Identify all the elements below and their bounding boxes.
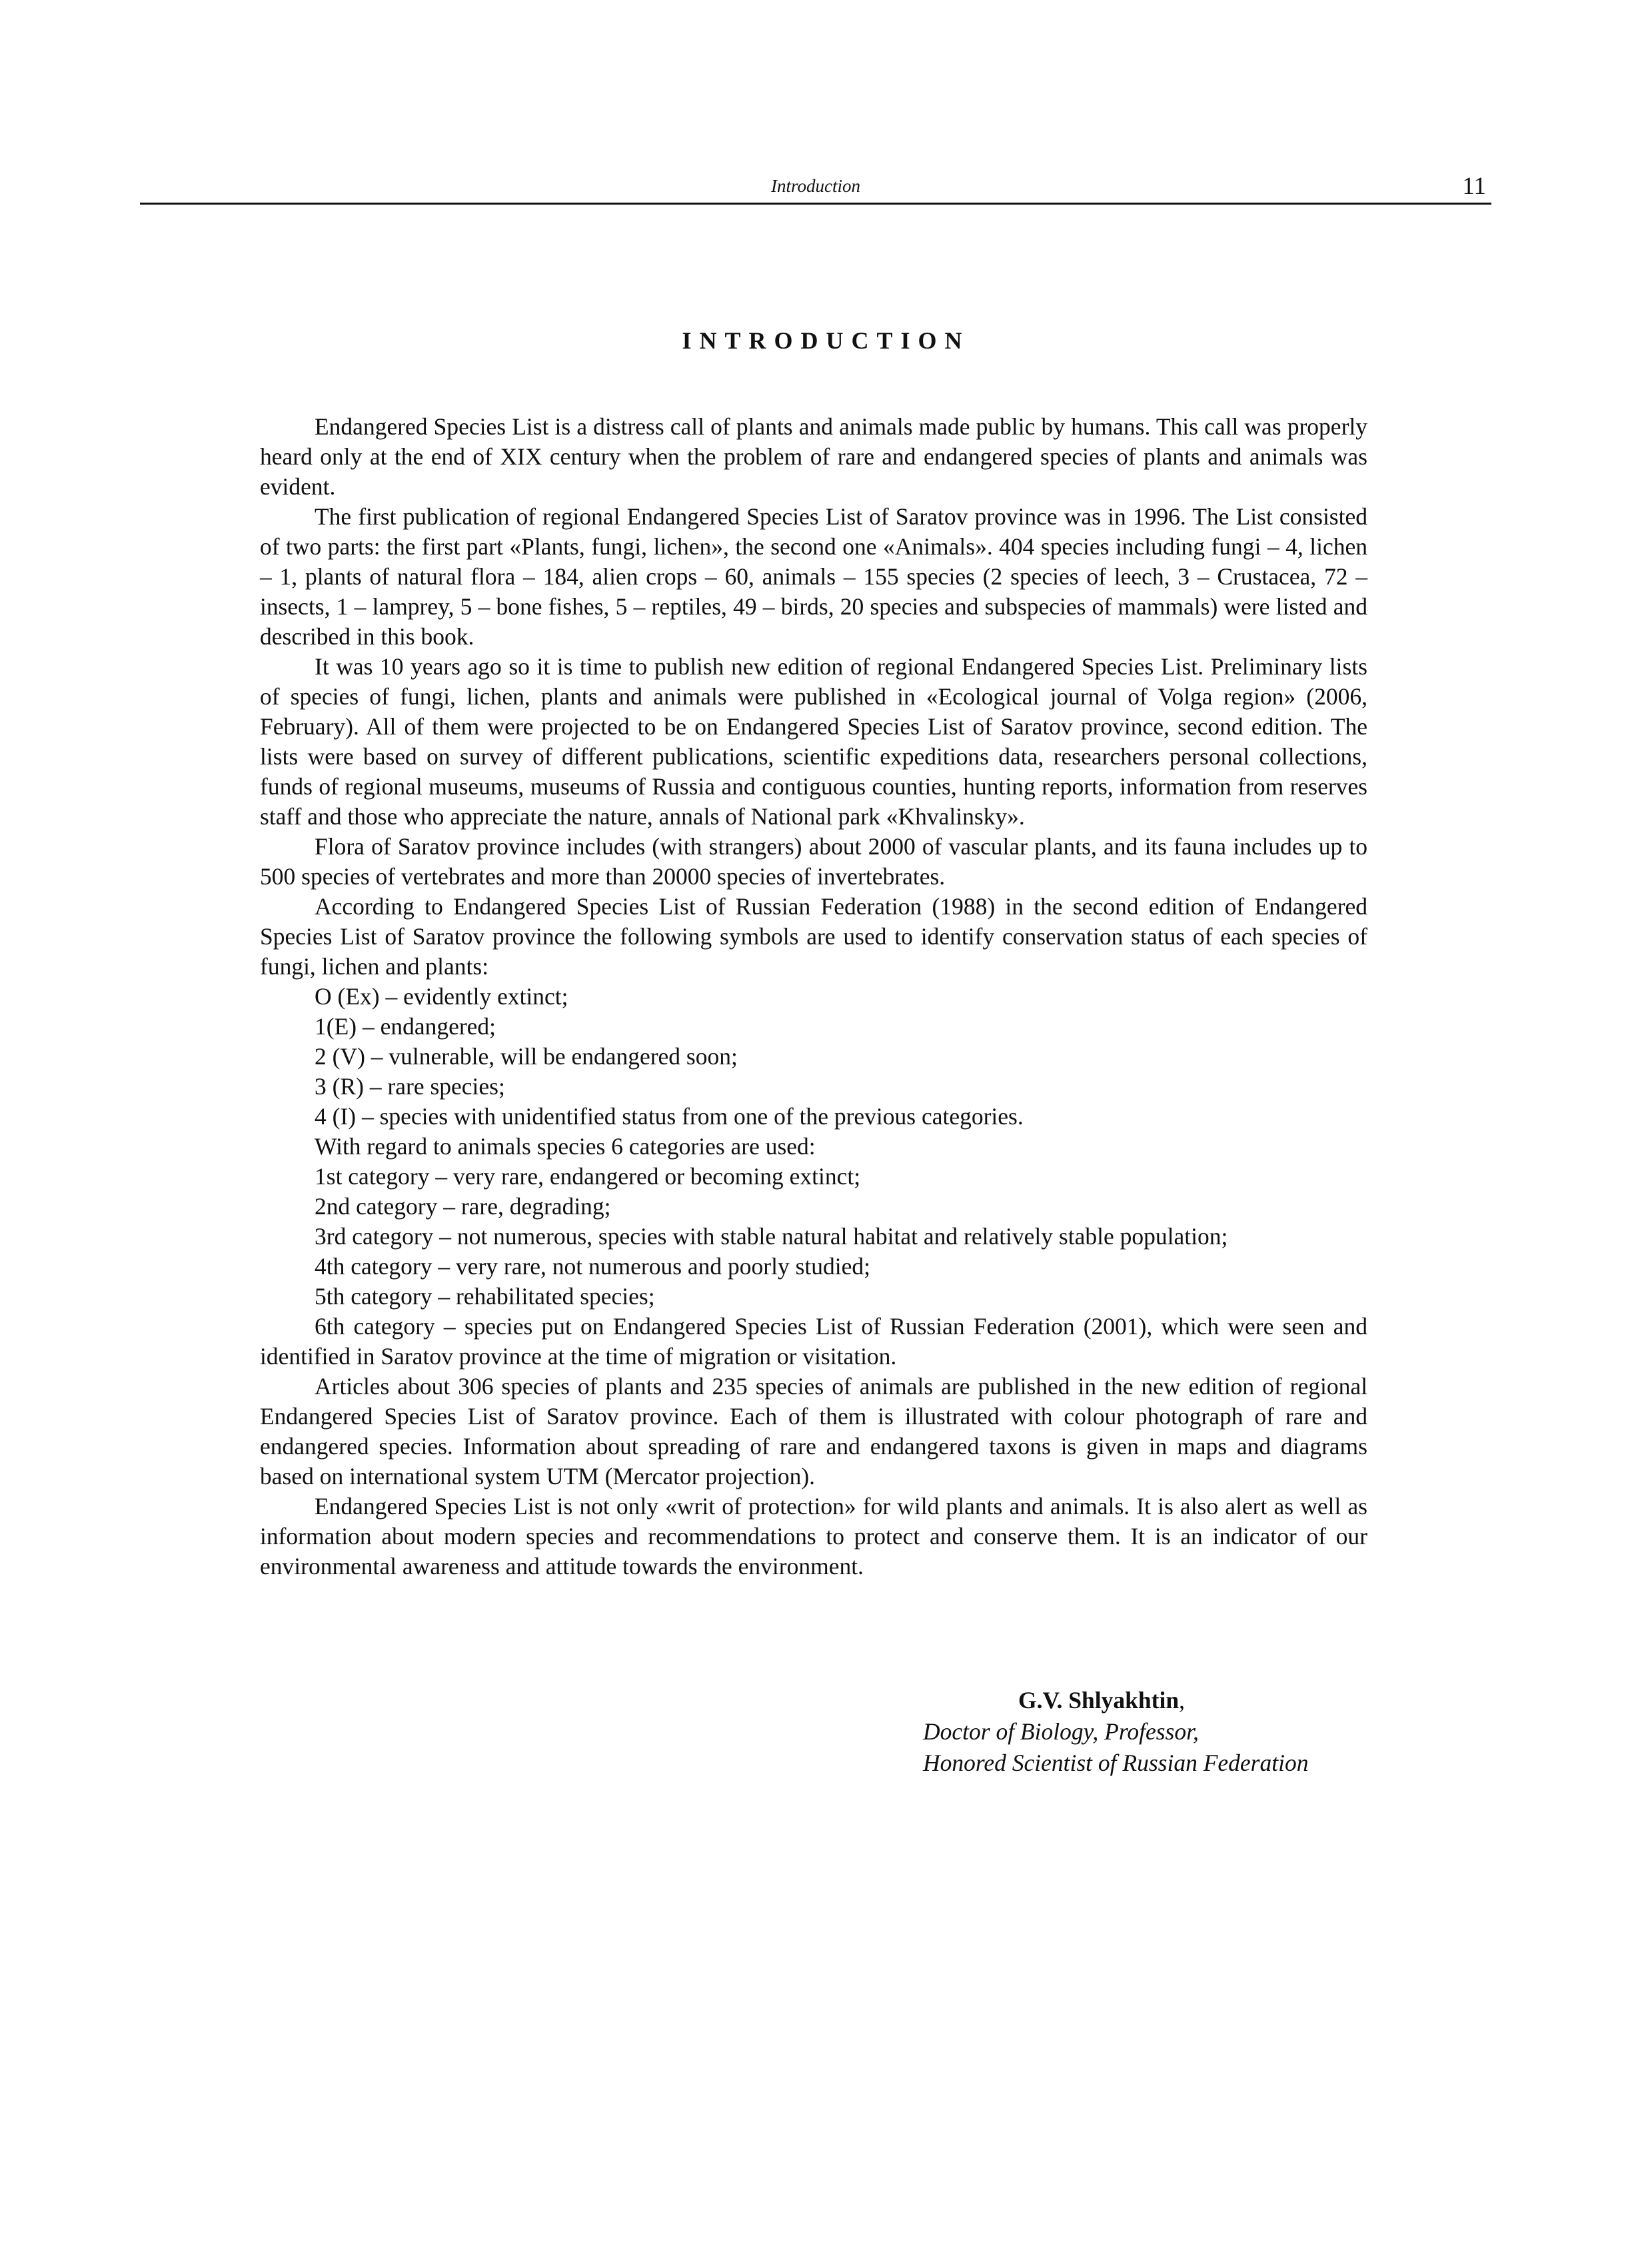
running-head — [140, 172, 1491, 205]
animal-category-item: 1st category – very rare, endangered or becoming extinct; — [315, 1163, 861, 1190]
body-text — [260, 412, 1367, 1582]
paragraph: Endangered Species List is not only «writ of protection» for wild plants and animals. It is also alert as well as information about modern species and recommendations to protect and conserve them. It is an indicator of our environmental awareness and attitude towards the environment. — [260, 1493, 1367, 1580]
page-number: 11 — [1462, 173, 1486, 200]
animal-categories-intro: With regard to animals species 6 categories are used: — [315, 1133, 816, 1160]
paragraph: Articles about 306 species of plants and 235 species of animals are published in the new edition of regional Endangered Species List of Saratov province. Each of them is illustrated with colour photograph of rare and endangered species. Information about spreading of rare and endangered taxons is given in maps and diagrams based on international system UTM (Mercator projection). — [260, 1373, 1367, 1490]
plant-category-item: 1(E) – endangered; — [315, 1013, 496, 1040]
plant-category-item: 2 (V) – vulnerable, will be endangered soon; — [315, 1043, 738, 1070]
paragraph: Flora of Saratov province includes (with strangers) about 2000 of vascular plants, and its fauna includes up to 500 species of vertebrates and more than 20000 species of invertebrates. — [260, 833, 1367, 890]
header-rule — [140, 203, 1491, 205]
author-name-suffix: , — [1179, 1687, 1185, 1713]
plant-category-item: 4 (I) – species with unidentified status from one of the previous categories. — [315, 1103, 1024, 1130]
page-title: INTRODUCTION — [682, 327, 970, 354]
animal-category-item: 2nd category – rare, degrading; — [315, 1193, 611, 1220]
animal-category-item: 3rd category – not numerous, species with stable natural habitat and relatively stable population; — [315, 1223, 1228, 1250]
author-title-line-1: Doctor of Biology, Professor, — [923, 1718, 1199, 1745]
plant-category-item: 3 (R) – rare species; — [315, 1073, 505, 1100]
paragraph: The first publication of regional Endangered Species List of Saratov province was in 1996. The List consisted of two parts: the first part «Plants, fungi, lichen», the second one «Animals». 404 species including fungi – 4, lichen – 1, plants of natural flora – 184, alien crops – 60, animals – 155 species (2 species of leech, 3 – Crustacea, 72 – insects, 1 – lamprey, 5 – bone fishes, 5 – reptiles, 49 – birds, 20 species and subspecies of mammals) were listed and described in this book. — [260, 503, 1367, 650]
plant-category-item: O (Ex) – evidently extinct; — [315, 983, 568, 1010]
paragraph: Endangered Species List is a distress call of plants and animals made public by humans. This call was properly heard only at the end of XIX century when the problem of rare and endangered species of plants and animals was evident. — [260, 413, 1367, 500]
author-title-line-2: Honored Scientist of Russian Federation — [923, 1749, 1309, 1776]
author-name-line — [923, 1685, 1389, 1716]
animal-category-item: 6th category – species put on Endangered Species List of Russian Federation (2001), which were seen and identified in Saratov province at the time of migration or visitation. — [260, 1313, 1367, 1370]
animal-category-item: 4th category – very rare, not numerous and poorly studied; — [315, 1253, 871, 1280]
animal-category-item: 5th category – rehabilitated species; — [315, 1283, 655, 1310]
author-name: G.V. Shlyakhtin — [1018, 1687, 1180, 1713]
signature-block — [923, 1685, 1389, 1779]
paragraph: It was 10 years ago so it is time to publish new edition of regional Endangered Species List. Preliminary lists of species of fungi, lichen, plants and animals were published in «Ecological journal of Volga region» (2006, February). All of them were projected to be on Endangered Species List of Saratov province, second edition. The lists were based on survey of different publications, scientific expeditions data, researchers personal collections, funds of regional museums, museums of Russia and contiguous counties, hunting reports, information from reserves staff and those who appreciate the nature, annals of National park «Khvalinsky». — [260, 653, 1367, 830]
running-head-section: Introduction — [771, 176, 860, 196]
paragraph: According to Endangered Species List of Russian Federation (1988) in the second edition of Endangered Species List of Saratov province the following symbols are used to identify conservation status of each species of fungi, lichen and plants: — [260, 893, 1367, 980]
